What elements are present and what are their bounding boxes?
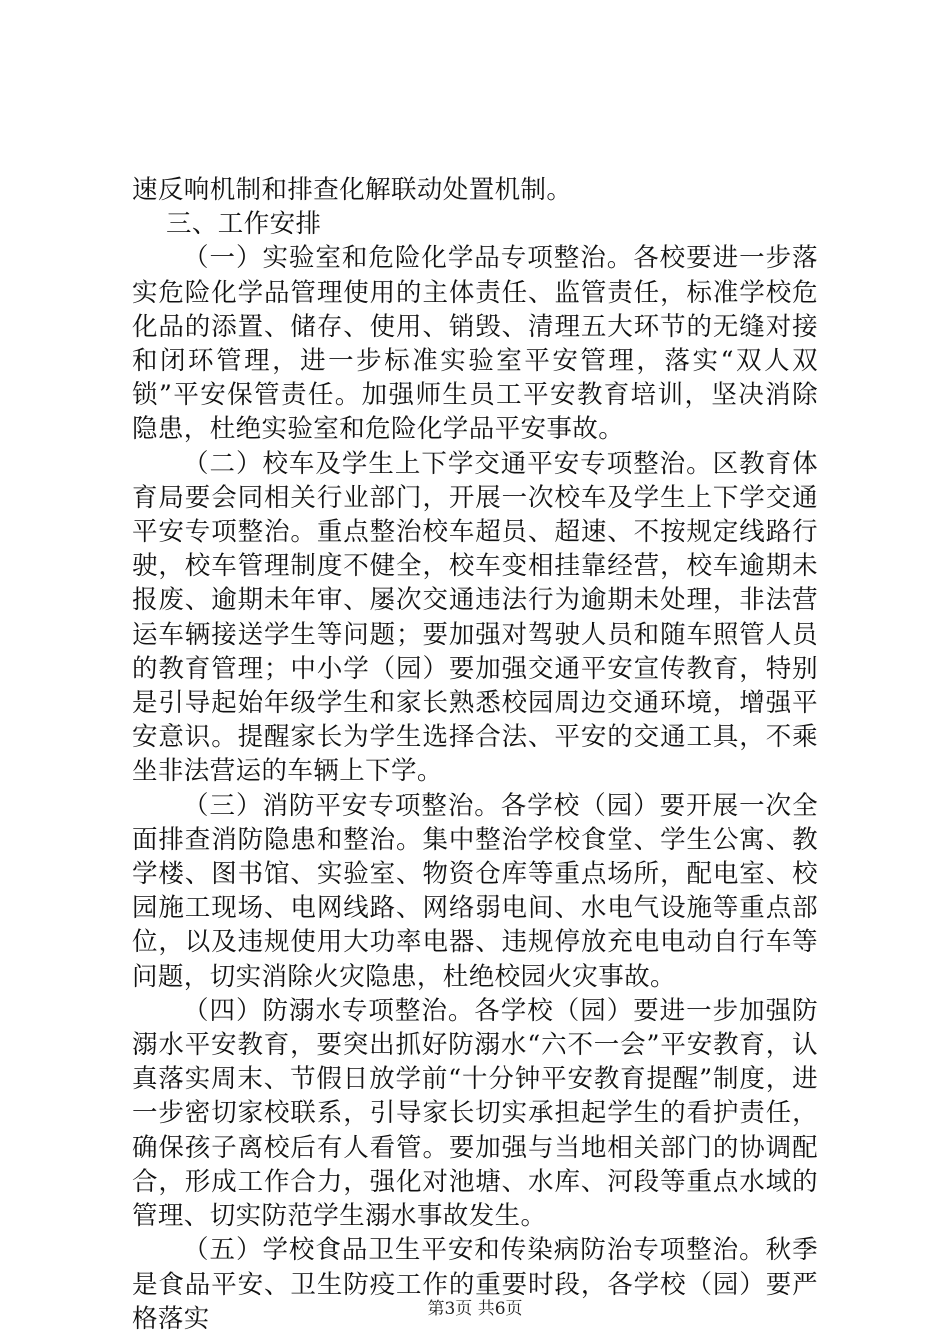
section-heading: 三、工作安排 bbox=[166, 209, 322, 240]
paragraph-continuation: 速反响机制和排查化解联动处置机制。 bbox=[132, 175, 573, 205]
page-footer: 第3页 共6页 bbox=[427, 1299, 523, 1319]
paragraph-school-bus: （二）校车及学生上下学交通平安专项整治。区教育体育局要会同相关行业部门，开展一次校车及学生上下学交通平安专项整治。重点整治校车超员、超速、不按规定线路行驶，校车管理制度不健全，校车变相挂靠经营，校车逾期未报废、逾期未年审、屡次交通违法行为逾期未处理，非法营运车辆接送学生等问题；要加强对驾驶人员和随车照管人员的教育管理；中小学（园）要加强交通平安宣传教育，特别是引导起始年级学生和家长熟悉校园周边交通环境，增强平安意识。提醒家长为学生选择合法、平安的交通工具，不乘坐非法营运的车辆上下学。 bbox=[132, 448, 818, 787]
paragraph-lab-chemicals: （一）实验室和危险化学品专项整治。各校要进一步落实危险化学品管理使用的主体责任、监管责任，标准学校危化品的添置、储存、使用、销毁、清理五大环节的无缝对接和闭环管理，进一步标准实验室平安管理，落实“双人双锁”平安保管责任。加强师生员工平安教育培训，坚决消除隐患，杜绝实验室和危险化学品平安事故。 bbox=[132, 243, 818, 445]
paragraph-fire-safety: （三）消防平安专项整治。各学校（园）要开展一次全面排查消防隐患和整治。集中整治学校食堂、学生公寓、教学楼、图书馆、实验室、物资仓库等重点场所，配电室、校园施工现场、电网线路、网络弱电间、水电气设施等重点部位，以及违规使用大功率电器、违规停放充电电动自行车等问题，切实消除火灾隐患，杜绝校园火灾事故。 bbox=[132, 790, 818, 992]
paragraph-food-hygiene: （五）学校食品卫生平安和传染病防治专项整治。秋季是食品平安、卫生防疫工作的重要时段，各学校（园）要严格落实 bbox=[132, 1235, 818, 1334]
document-body bbox=[132, 173, 818, 1336]
paragraph-drowning-prevention: （四）防溺水专项整治。各学校（园）要进一步加强防溺水平安教育，要突出抓好防溺水“六不一会”平安教育，认真落实周末、节假日放学前“十分钟平安教育提醒”制度，进一步密切家校联系，引导家长切实承担起学生的看护责任，确保孩子离校后有人看管。要加强与当地相关部门的协调配合，形成工作合力，强化对池塘、水库、河段等重点水域的管理、切实防范学生溺水事故发生。 bbox=[132, 995, 818, 1232]
